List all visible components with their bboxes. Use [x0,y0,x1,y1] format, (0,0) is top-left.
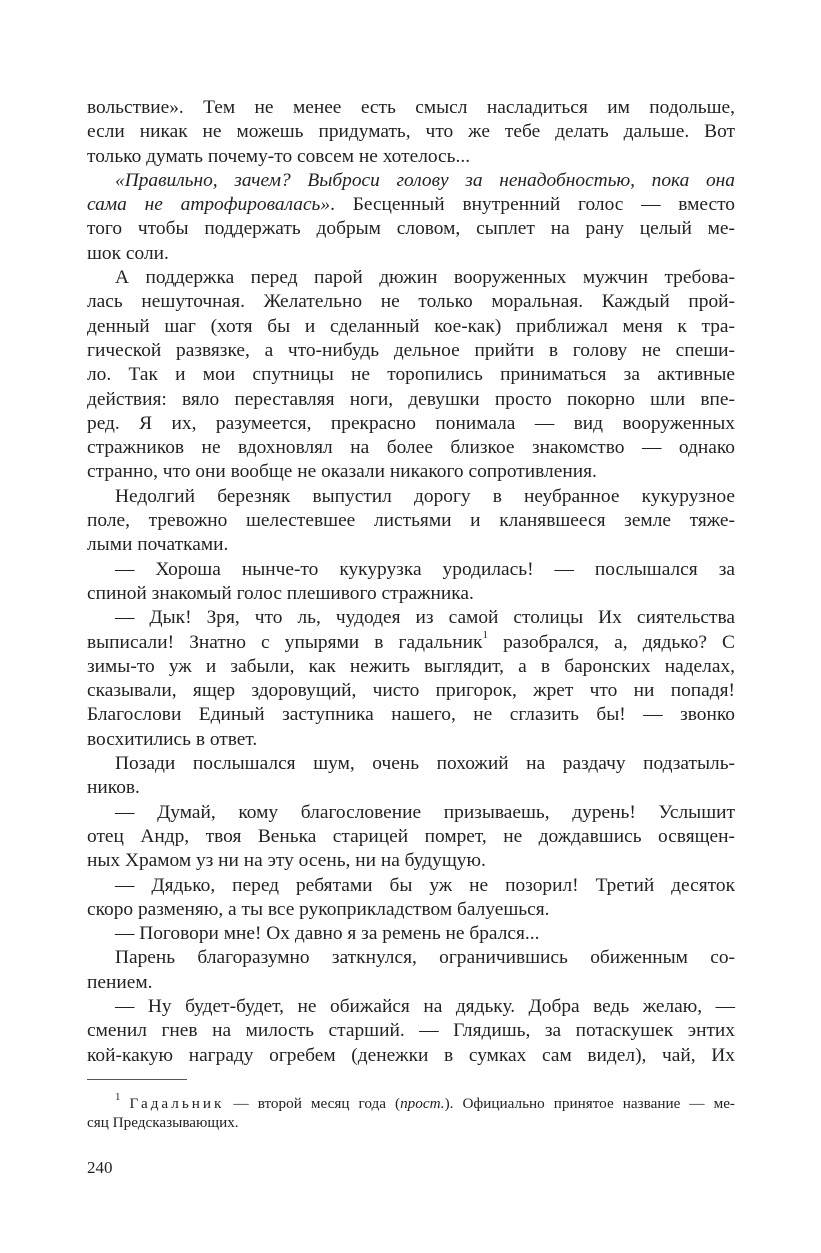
text-line: сказывали, ящер здоровущий, чисто пригорок, жрет что ни попадя! [87,680,735,702]
text-line: того чтобы поддержать добрым словом, сыплет на рану целый ме- [87,218,735,240]
text-line: — Дык! Зря, что ль, чудодея из самой столицы Их сиятельства [115,607,735,629]
text-line: лась нешуточная. Желательно не только моральная. Каждый прой- [87,291,735,313]
footnote-line: сяц Предсказывающих. [87,1114,239,1131]
text-line: ников. [87,777,140,799]
text-span: разобрался, а, дядько? С [487,631,735,653]
text-span: . Бесценный внутренний голос — вместо [330,194,735,216]
page-number: 240 [87,1158,113,1177]
text-line: — Думай, кому благословение призываешь, дурень! Услышит [115,801,735,823]
text-line: денный шаг (хотя бы и сделанный кое-как) приближал меня к тра- [87,315,735,337]
footnote [87,1090,735,1132]
footnote-text: — второй месяц года ( [224,1095,401,1112]
footnote-mark: 1 [115,1090,121,1103]
text-line: стражников не вдохновлял на более близкое знакомство — однако [87,437,735,459]
text-line: Недолгий березняк выпустил дорогу в неубранное кукурузное [115,485,735,507]
text-line: Позади послышался шум, очень похожий на раздачу подзатыль- [115,753,735,775]
text-line: зимы-то уж и забыли, как нежить выглядит, а в баронских наделах, [87,655,735,677]
text-line: Благослови Единый заступника нашего, не сглазить бы! — звонко [87,704,735,726]
text-span: выписали! Знатно с упырями в гадальник [87,631,483,653]
footnote-term: Гадальник [129,1095,225,1112]
footnote-abbr: прост. [400,1095,445,1112]
text-line: — Хороша нынче-то кукурузка уродилась! — послышался за [115,558,735,580]
text-line: шок соли. [87,242,169,264]
italic-text: сама не атрофировалась» [87,194,331,216]
text-line: — Ну будет-будет, не обижайся на дядьку. Добра ведь желаю, — [115,995,735,1017]
text-line: — Дядько, перед ребятами бы уж не позорил! Третий десяток [115,874,735,896]
footnote-divider [87,1079,187,1080]
text-line: поле, тревожно шелестевшее листьями и кланявшееся земле тяже- [87,510,735,532]
text-line: если никак не можешь придумать, что же тебе делать дальше. Вот [87,121,735,143]
text-line: А поддержка перед парой дюжин вооруженных мужчин требова- [115,267,735,289]
text-line: отец Андр, твоя Венька старицей помрет, не дождавшись освящен- [87,825,735,847]
footnote-ref: 1 [482,629,488,642]
italic-text: «Правильно, зачем? Выброси голову за ненадобностью, пока она [115,169,735,191]
text-line: пением. [87,971,153,993]
text-line: вольствие». Тем не менее есть смысл насладиться им подольше, [87,97,735,118]
text-line: лыми початками. [87,534,229,556]
text-line: — Поговори мне! Ох давно я за ремень не брался... [115,923,540,945]
footnote-line [87,1090,735,1113]
text-line: кой-какую награду огребем (денежки в сумках сам видел), чай, Их [87,1044,735,1066]
text-line: только думать почему-то совсем не хотелось... [87,145,471,167]
text-line: ред. Я их, разумеется, прекрасно понимала — вид вооруженных [87,412,735,434]
text-line: странно, что они вообще не оказали никакого сопротивления. [87,461,597,483]
text-line: Парень благоразумно заткнулся, ограничившись обиженным со- [115,947,735,969]
text-line: ло. Так и мои спутницы не торопились приниматься за активные [87,364,735,386]
footnote-text: ). Официально принятое название — ме- [444,1095,735,1112]
text-line: гической развязке, а что-нибудь дельное прийти в голову не спеши- [87,339,735,361]
text-line: восхитились в ответ. [87,728,258,750]
text-line [87,193,735,217]
text-line: спиной знакомый голос плешивого стражника. [87,582,474,604]
text-line: действия: вяло переставляя ноги, девушки просто покорно шли впе- [87,388,735,410]
text-line [87,169,735,193]
text-line [87,631,735,655]
text-line: сменил гнев на милость старший. — Глядишь, за потаскушек энтих [87,1020,735,1042]
text-line: ных Храмом уз ни на эту осень, ни на будущую. [87,850,486,872]
text-line: скоро разменяю, а ты все рукоприкладством балуешься. [87,898,550,920]
main-text [87,96,735,1068]
